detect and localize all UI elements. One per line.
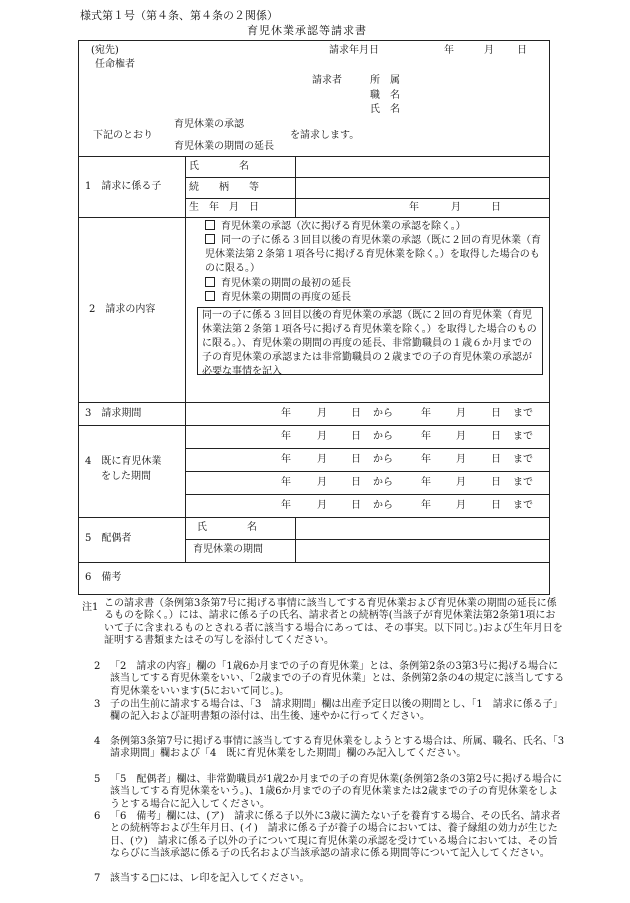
- note-number: 6: [94, 811, 101, 822]
- requester-label: 請求者: [312, 75, 342, 86]
- date-day-label: 日: [517, 45, 527, 56]
- spouse-period-label: 育児休業の期間: [193, 544, 263, 555]
- checkbox[interactable]: [205, 234, 215, 244]
- inner-note-box: [197, 307, 543, 375]
- content-option-3[interactable]: 育児休業の期間の最初の延長: [205, 277, 545, 291]
- sec4-label-1: 4 既に育児休業: [85, 456, 162, 467]
- form-number: 様式第１号（第４条、第４条の２関係）: [80, 9, 278, 22]
- note-number: 7: [94, 873, 101, 884]
- sec1-label: 1 請求に係る子: [85, 181, 162, 192]
- request-form: (宛先) 任命権者 請求年月日 年 月 日 請求者 所 属 職 名 氏 名 育児休業の承認 下記のとおり を請求します。 育児休業の期間の延長 1 請求に係る子 氏 名 続 柄 等 生 年 月 日 年 月 日 2 請求の内容 育児休業の承認（次に掲げる育児休業の承認を除く。） 同一の子に係る３回目以後の育児休業の承認（既に２回の育児休業（育児休業法第２条第１項各号に掲げる育児休業を除く。）を取得した場合のものに限る。） 育児休業の期間の最初の延長 育児休業の期間の再度の延長 同一の子に係る３回目以後の育児休業の承認（既に２回の育児休業（育児休業法第２条第１項各号に掲げる育児休業を除く。）を取得した場合のものに限る。）、育児休業の期間の再度の延長、非常勤職員の１歳６か月までの子の育児休業の承認または非常勤職員の２歳までの子の育児休業の承認が必要な事情を記入 3 請求期間 年 月 日 から 年 月 日 まで 4 既に育児休業 をした期間 年 月 日 から 年 月 日 まで 年 月 日 から 年 月 日 まで 年 月 日 から 年 月 日 まで 年 月 日 から 年 月 日 まで 5 配偶者 氏 名 育児休業の期間 6 備考: [78, 40, 550, 595]
- request-suffix: を請求します。: [290, 130, 360, 141]
- inner-note: 同一の子に係る３回目以後の育児休業の承認（既に２回の育児休業（育児休業法第２条第１項各号に掲げる育児休業を除く。）を取得した場合のものに限る。）、育児休業の期間の再度の延長、非常勤職員の１歳６か月までの子の育児休業の承認または非常勤職員の２歳までの子の育児休業の承認が必要な事情を記入: [202, 310, 537, 377]
- note-text: 「5 配偶者」欄は、非常勤職員が1歳2か月までの子の育児休業(条例第2条の3第2号に掲げる場合に該当してする育児休業をいう。)、1歳6か月までの子の育児休業または2歳までの子の育児休業をしようとする場合に記入してください。: [110, 774, 563, 810]
- request-date-label: 請求年月日: [329, 45, 379, 56]
- note-text: 該当する□には、レ印を記入してください。: [110, 873, 310, 884]
- below-text: 下記のとおり: [93, 130, 153, 141]
- spouse-name-label: 氏 名: [197, 522, 257, 533]
- option-extension: 育児休業の期間の延長: [174, 141, 274, 152]
- note-text: 条例第3条第7号に掲げる事情に該当してする育児休業をしようとする場合は、所属、職名、氏名、「3 請求期間」欄および「4 既に育児休業をした期間」欄のみ記入してください。: [110, 736, 575, 760]
- sec5-label: 5 配偶者: [85, 533, 132, 544]
- name-label: 氏 名: [370, 104, 400, 115]
- sec4-label-2: をした期間: [101, 471, 151, 482]
- note-number: 2: [94, 661, 101, 672]
- checkbox[interactable]: [205, 277, 215, 287]
- note-text: 「2 請求の内容」欄の「1歳6か月までの子の育児休業」とは、条例第2条の3第3号に掲げる場合に該当してする育児休業をいい、「2歳までの子の育児休業」とは、条例第2条の4の規定に該当してする育児休業をいいます(5において同じ。)。: [110, 661, 565, 697]
- note-text: 子の出生前に請求する場合は、「3 請求期間」欄は出産予定日以後の期間とし、「1 請求に係る子」欄の記入および証明書類の添付は、出生後、速やかに行ってください。: [110, 699, 563, 723]
- option-approval: 育児休業の承認: [174, 119, 244, 130]
- note-number: 5: [94, 774, 101, 785]
- birth-year-label: 年: [409, 202, 419, 213]
- checkbox[interactable]: [205, 291, 215, 301]
- content-option-4[interactable]: 育児休業の期間の再度の延長: [205, 291, 545, 305]
- sec2-label: 2 請求の内容: [89, 304, 156, 315]
- date-month-label: 月: [484, 45, 494, 56]
- content-option-2[interactable]: 同一の子に係る３回目以後の育児休業の承認（既に２回の育児休業（育児休業法第２条第１項各号に掲げる育児休業を除く。）を取得した場合のものに限る。）: [205, 235, 541, 274]
- dept-label: 所 属: [370, 75, 400, 86]
- addressee: 任命権者: [95, 59, 135, 70]
- position-label: 職 名: [370, 90, 400, 101]
- form-title: 育児休業承認等請求書: [247, 24, 367, 37]
- birth-month-label: 月: [451, 202, 461, 213]
- addressee-paren: (宛先): [91, 45, 119, 56]
- checkbox[interactable]: [205, 220, 215, 230]
- child-relation-label: 続 柄 等: [189, 182, 259, 193]
- note-text: この請求書（条例第3条第7号に掲げる事情に該当してする育児休業および育児休業の期間の延長に係るものを除く。）には、請求に係る子の氏名、請求者との続柄等(当該子が育児休業法第2条第1項において子に含まれるものとされる者に該当する場合にあっては、その事実。以下同じ。)および生年月日を証明する書類またはその写しを添付してください。: [104, 598, 563, 647]
- note-text: 「6 備考」欄には、(ア) 請求に係る子以外に3歳に満たない子を養育する場合、その氏名、請求者との続柄等および生年月日、(イ) 請求に係る子が養子の場合においては、養子縁組の効力が生じた日、(ウ) 請求に係る子以外の子について現に育児休業の承認を受けている場合においては、その旨ならびに当該承認に係る子の氏名および当該承認の請求に係る期間等について記入してください。: [110, 811, 561, 860]
- birth-day-label: 日: [491, 202, 501, 213]
- sec3-label: 3 請求期間: [85, 408, 142, 419]
- note-number: 3: [94, 699, 101, 710]
- child-name-label: 氏 名: [189, 161, 249, 172]
- note-number: 4: [94, 736, 101, 747]
- date-year-label: 年: [444, 45, 454, 56]
- note-number: 注1: [82, 602, 99, 613]
- child-birth-label: 生 年 月 日: [189, 202, 259, 213]
- content-option-1[interactable]: 育児休業の承認（次に掲げる育児休業の承認を除く。）: [205, 220, 545, 234]
- sec6-label: 6 備考: [85, 572, 122, 583]
